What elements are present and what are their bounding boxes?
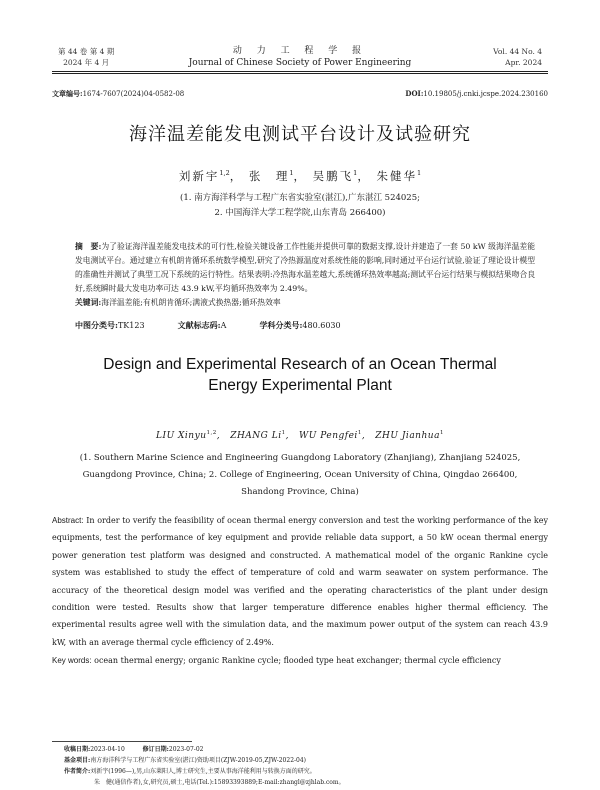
affiliations-en: (1. Southern Marine Science and Engineering Guangdong Laboratory (Zhanjiang), Zhanjiang 524025, Guangdong Province, China; 2. College of Engineering, Ocean University of China, Qingdao 266400, Shandong Province, China) <box>79 453 521 497</box>
author-en: WU Pengfei <box>299 431 358 441</box>
keywords-cn-label: 关键词: <box>75 298 102 307</box>
clc-label: 中图分类号: <box>75 320 118 330</box>
abstract-en <box>52 512 548 651</box>
author-bio-label: 作者简介: <box>64 768 91 775</box>
article-number-value: 1674-7607(2024)04-0582-08 <box>82 90 185 98</box>
subject-value: 480.6030 <box>302 321 341 330</box>
footnote-fund <box>64 755 548 766</box>
fund-label: 基金项目: <box>64 757 91 764</box>
title-en-line-2: Energy Experimental Plant <box>208 377 392 394</box>
author-en: ZHANG Li <box>230 431 282 441</box>
author-cn-affiliation-mark: 1 <box>353 169 358 178</box>
affiliations-cn <box>0 191 600 221</box>
revised-label: 修订日期: <box>142 746 169 753</box>
footnote-author <box>64 766 548 777</box>
author-en-affiliation-mark: 1 <box>357 430 362 436</box>
doc-code-value: A <box>220 321 227 330</box>
doc-code-label: 文献标志码: <box>177 320 221 330</box>
corresponding-text: 女,研究员,硕士,电话(Tel.):15893393889;E-mail:zhangl@zjhlab.com。 <box>142 779 345 786</box>
header-rule-top <box>52 71 548 72</box>
author-en-affiliation-mark: 1 <box>281 430 286 436</box>
authors-cn: 刘新宇$^{1,2}$， 张 理$^1$， 吴鹏飞$^1$， 朱健华$^1$ <box>178 169 422 183</box>
author-cn: 吴鹏飞 <box>312 169 354 183</box>
received-label: 收稿日期: <box>64 746 91 753</box>
fund-text: 南方海洋科学与工程广东省实验室(湛江)资助项目(ZJW-2019-05,ZJW-2022-04) <box>90 757 307 764</box>
author-cn: 刘新宇 <box>178 169 220 183</box>
journal-volume-en <box>493 46 542 68</box>
title-cn: 海洋温差能发电测试平台设计及试验研究 <box>129 124 471 145</box>
keywords-en <box>52 652 548 669</box>
keywords-cn-text: 海洋温差能;有机朗肯循环;满液式换热器;循环热效率 <box>101 298 281 307</box>
abstract-cn <box>75 240 535 310</box>
author-en-affiliation-mark: 1 <box>439 430 444 436</box>
abstract-cn-label: 摘 要: <box>75 242 102 251</box>
classification-line <box>75 320 341 331</box>
doi-value: 10.19805/j.cnki.jcspe.2024.230160 <box>423 90 548 98</box>
journal-name-cn: 动 力 工 程 学 报 <box>232 46 368 56</box>
doi <box>405 89 548 98</box>
article-number <box>52 89 184 99</box>
article-number-label: 文章编号: <box>52 89 83 98</box>
author-cn-affiliation-mark: 1 <box>289 169 294 178</box>
author-en: ZHU Jianhua <box>375 431 440 441</box>
date-cn: 2024 年 4 月 <box>63 58 110 67</box>
doi-label: DOI: <box>405 89 424 98</box>
author-cn-affiliation-mark: 1,2 <box>219 169 230 178</box>
revised-date: 2023-07-02 <box>168 746 204 753</box>
received-date: 2023-04-10 <box>90 746 125 753</box>
keywords-en-text: ocean thermal energy; organic Rankine cycle; flooded type heat exchanger; thermal cycle efficiency <box>94 656 501 665</box>
affiliation-cn-2: 2. 中国海洋大学工程学院,山东青岛 266400) <box>214 208 386 218</box>
author-bio-text: 刘新宇(1996—),男,山东莱阳人,博士研究生,主要从事海洋能利用与转换方面的研究。 <box>90 768 316 775</box>
footnote-corresponding <box>94 777 578 788</box>
subject-label: 学科分类号: <box>259 320 303 330</box>
affiliation-cn-1: (1. 南方海洋科学与工程广东省实验室(湛江),广东湛江 524025; <box>180 193 420 203</box>
header-rule-bottom <box>52 73 548 74</box>
title-en <box>0 354 600 396</box>
journal-name-en: Journal of Chinese Society of Power Engineering <box>188 58 412 68</box>
abstract-en-text: In order to verify the feasibility of ocean thermal energy conversion and test the working performance of the key equipments, test the performance of key equipment and provide reliable data support, a 50 kW ocean thermal energy power generation test platform was designed and constructed. A mathematical model of the organic Rankine cycle system was established to study the effect of temperature of cold and warm seawater on system performance. The accuracy of the theoretical design model was verified and the operating characteristics of the plant under design condition were tested. Results show that larger temperature difference enables higher thermal efficiency. The experimental results agree well with the simulation data, and the maximum power output of the system can reach 43.9 kW, with an average thermal cycle efficiency of 2.49%. <box>52 516 549 647</box>
author-en-affiliation-mark: 1,2 <box>206 430 217 436</box>
title-en-line-1: Design and Experimental Research of an Ocean Thermal <box>103 356 497 373</box>
authors-en: LIU Xinyu$^{1,2}$, ZHANG Li$^1$, WU Pengfei$^1$, ZHU Jianhua$^1$ <box>156 430 444 441</box>
abstract-en-label: Abstract: <box>52 516 84 525</box>
corresponding-label: 朱 健(通信作者), <box>94 779 143 786</box>
abstract-cn-text: 为了验证海洋温差能发电技术的可行性,检验关键设备工作性能并提供可靠的数据支撑,设计并建造了一套 50 kW 级海洋温差能发电测试平台。通过建立有机朗肯循环系统数学模型,研究了冷热源温度对系统性能的影响,同时通过平台运行试验,验证了理论设计模型的准确性并测试了典型工况下系统的运行特性。结果表明:冷热海水温差越大,系统循环热效率越高;测试平台运行结果与模拟结果吻合良好,系统瞬时最大发电功率可达 43.9 kW,平均循环热效率为 2.49%。 <box>75 242 535 293</box>
author-cn: 朱健华 <box>376 169 417 183</box>
keywords-en-label: Key words: <box>52 656 92 665</box>
footnote-dates <box>64 744 548 755</box>
clc-value: TK123 <box>117 321 145 330</box>
author-en: LIU Xinyu <box>156 431 207 441</box>
date-en: Apr. 2024 <box>505 58 542 67</box>
author-cn: 张 理 <box>248 169 290 183</box>
volume-issue-en: Vol. 44 No. 4 <box>493 47 542 56</box>
footnote-rule <box>52 741 192 742</box>
author-cn-affiliation-mark: 1 <box>416 169 422 178</box>
volume-issue-cn: 第 44 卷 第 4 期 <box>58 47 115 56</box>
